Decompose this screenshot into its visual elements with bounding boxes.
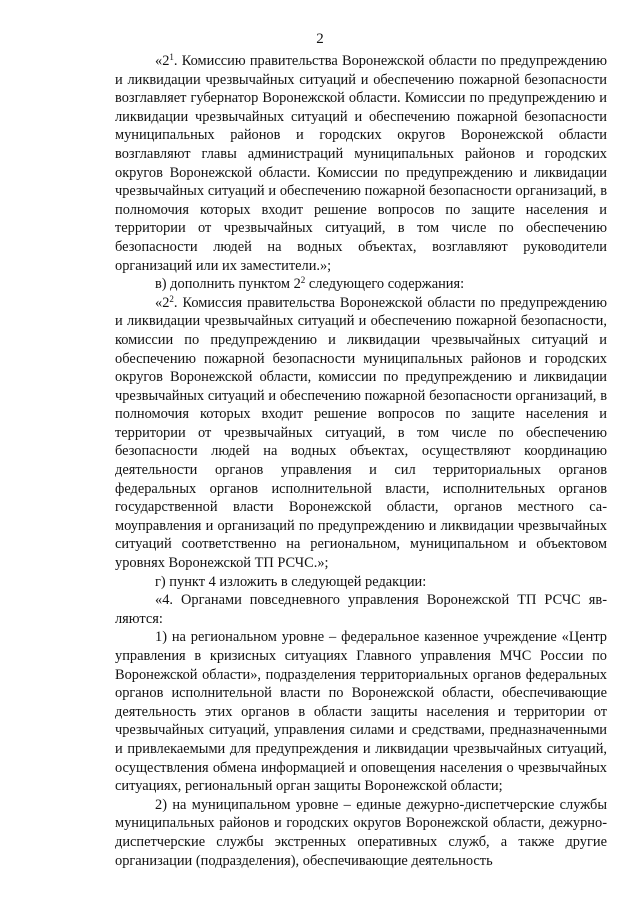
paragraph-municipal-level-text: 2) на муниципальном уровне – единые дежурно-диспетчерские службы муниципальных районов и городских округов Воронежской области, дежурно-диспетчерские службы экстренных оперативных служб, а также другие организации (подразделения), обеспечивающие деятельность xyxy=(115,796,607,869)
paragraph-item-v-superscript: 2 xyxy=(300,275,306,286)
page-number: 2 xyxy=(316,31,324,47)
paragraph-2-1-prefix: «2 xyxy=(155,53,170,69)
paragraph-item-g-text: г) пункт 4 изложить в следующей редакции: xyxy=(155,573,427,590)
paragraph-item-v-prefix: в) дополнить пунктом 2 xyxy=(155,276,301,293)
paragraph-item-g xyxy=(115,573,607,592)
paragraph-2-1 xyxy=(115,52,607,275)
paragraph-regional-level-text: 1) на региональном уровне – федеральное казенное учреждение «Центр управления в кризисных ситуациях Главного управления МЧС России по Воронежской области», подразделения территориальных органов федеральных органов исполнительной власти по Воронежской области, обеспечивающие деятельность этих органов в области защиты населения и территории от чрезвычайных ситуаций, управления силами и средствами, предназначенными и привлекаемыми для предупреждения и ликвидации чрезвычайных ситуаций, осуществления обмена информацией и оповещения населения о чрезвычайных ситуациях, региональный орган защиты Воронежской области; xyxy=(115,629,607,795)
paragraph-2-2 xyxy=(115,294,607,573)
paragraph-4-text: «4. Органами повседневного управления Воронежской ТП РСЧС являются: xyxy=(115,592,607,627)
document-body xyxy=(115,52,607,870)
paragraph-2-1-superscript: 1 xyxy=(169,52,174,62)
paragraph-4 xyxy=(115,591,607,628)
paragraph-item-v-text: следующего содержания: xyxy=(305,276,465,293)
paragraph-regional-level xyxy=(115,628,607,795)
paragraph-2-2-superscript: 2 xyxy=(169,293,174,304)
paragraph-2-2-text: . Комиссия правительства Воронежской области по предупреждению и ликвидации чрезвычайных ситуаций и обеспечению пожарной безопасности, комиссии по предупреждению и ликвидации чрезвычайных ситуаций и обеспечению пожарной безопасности муниципальных районов и городских округов Воронежской области, комиссии по предупреждению и ликвидации чрезвычайных ситуаций и обеспечению пожарной безопасности организаций, в полномочия которых входит решение вопросов по защите населения и территории от чрезвычайных ситуаций, в том числе по обеспечению безопасности людей на водных объектах, осуществляют координацию деятельности органов управления и сил территориальных органов федеральных органов исполнительной власти, исполнительных органов государственной власти Воронежской области, органов местного самоуправления и организаций по предупреждению и ликвидации чрезвычайных ситуаций соответственно на региональном, муниципальном и объектовом уровнях Воронежской ТП РСЧС.»; xyxy=(115,294,607,572)
paragraph-municipal-level xyxy=(115,796,607,870)
paragraph-2-2-prefix: «2 xyxy=(155,294,170,311)
paragraph-2-1-text: . Комиссию правительства Воронежской области по предупреждению и ликвидации чрезвычайных ситуаций и обеспечению пожарной безопасности возглавляет губернатор Воронежской области. Комиссии по предупреждению и ликвидации чрезвычайных ситуаций и обеспечению пожарной безопасности муниципальных районов и городских округов Воронежской области возглавляют главы администраций муниципальных районов и городских округов Воронежской области. Комиссии по предупреждению и ликвидации чрезвычайных ситуаций и обеспечению пожарной безопасности организаций, в полномочия которых входит решение вопросов по защите населения и территории от чрезвычайных ситуаций, в том числе по обеспечению безопасности людей на водных объектах, возглавляют руководители организаций или их заместители.»; xyxy=(115,53,607,274)
paragraph-item-v xyxy=(115,275,607,294)
